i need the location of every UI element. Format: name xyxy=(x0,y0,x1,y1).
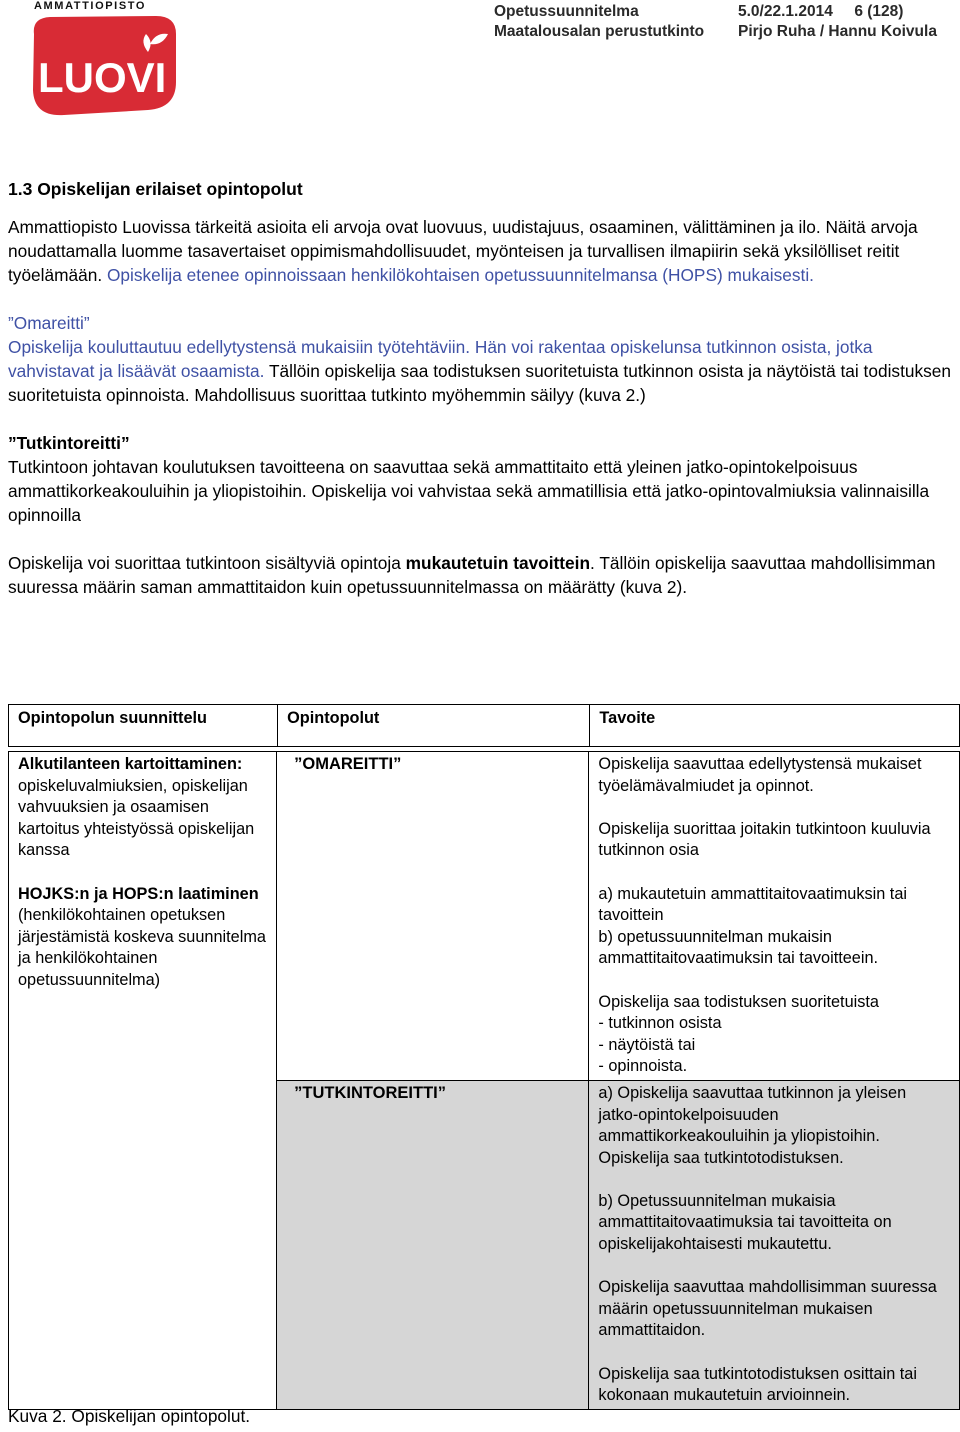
goal-item: a) mukautetuin ammattitaitovaatimuksin tai tavoittein xyxy=(598,884,907,925)
goal-item: Opiskelija saavuttaa mahdollisimman suuressa määrin opetussuunnitelman mukaisen ammattitaidon. xyxy=(598,1278,937,1340)
planning-text-1: opiskeluvalmiuksien, opiskelijan vahvuuksien ja osaamisen kartoitus yhteistyössä opiskelijan kanssa xyxy=(18,776,255,860)
goal-item: Opiskelija saa tutkintotodistuksen osittain tai kokonaan mukautetuin arvioinnein. xyxy=(598,1364,917,1405)
planning-heading-1: Alkutilanteen kartoittaminen: xyxy=(18,755,243,773)
goals-tutkintoreitti-cell xyxy=(589,1080,960,1410)
goal-item: a) Opiskelija saavuttaa tutkinnon ja yleisen jatko-opintokelpoisuuden ammattikorkeakouluihin ja yliopistoihin. Opiskelija saa tutkintotodistuksen. xyxy=(598,1083,907,1167)
goal-item: - tutkinnon osista xyxy=(598,1014,722,1033)
goal-item: Opiskelija saa todistuksen suoritetuista xyxy=(598,992,879,1011)
goals-omareitti-cell xyxy=(589,751,960,1080)
mukautettu-bold: mukautetuin tavoittein xyxy=(405,553,591,573)
tutkintoreitti-paragraph: Tutkintoon johtavan koulutuksen tavoitteena on saavuttaa sekä ammattitaito että yleinen jatko-opintokelpoisuus ammattikorkeakouluihin ja yliopistoihin. Opiskelija voi vahvistaa sekä ammatillisia että jatko-opintovalmiuksia valinnaisilla opinnoilla xyxy=(8,457,930,525)
goal-item: - näytöistä tai xyxy=(598,1035,696,1054)
logo-badge-icon xyxy=(28,12,178,118)
mukautettu-paragraph xyxy=(8,551,956,599)
logo-word: LUOVI xyxy=(38,54,167,101)
goal-item: b) opetussuunnitelman mukaisin ammattitaitovaatimuksin tai tavoitteein. xyxy=(598,927,879,968)
doc-title: Opetussuunnitelma xyxy=(494,3,639,20)
goal-item: Opiskelija suorittaa joitakin tutkintoon kuuluvia tutkinnon osia xyxy=(598,819,931,860)
planning-text-2: (henkilökohtainen opetuksen järjestämistä koskeva suunnitelma ja henkilökohtainen opetussuunnitelma) xyxy=(18,906,266,989)
intro-text: Ammattiopisto Luovissa tärkeitä asioita eli arvoja ovat luovuus, uudistajuus, osaaminen, välittäminen ja ilo. Näitä arvoja noudattamalla luomme tasavertaiset oppimismahdollisuudet, myönteisen ja turvallisen ilmapiirin sekä yksilölliset reitit työelämään. xyxy=(8,217,918,285)
luovi-logo xyxy=(28,0,178,120)
goal-item: Opiskelija saavuttaa edellytystensä mukaiset työelämävalmiudet ja opinnot. xyxy=(598,755,922,795)
header-planning: Opintopolun suunnittelu xyxy=(8,704,277,747)
study-paths-table xyxy=(8,704,960,1410)
goal-item: - opinnoista. xyxy=(598,1057,688,1076)
path-tutkintoreitti: ”TUTKINTOREITTI” xyxy=(294,1083,446,1102)
omareitti-paragraph xyxy=(8,335,956,407)
goal-item: b) Opetussuunnitelman mukaisia ammattitaitovaatimuksia tai tavoitteita on opiskelijakohtaisesti mukautettu. xyxy=(598,1191,892,1254)
planning-heading-2: HOJKS:n ja HOPS:n laatiminen xyxy=(18,884,259,903)
path-omareitti: ”OMAREITTI” xyxy=(294,755,402,773)
table-row xyxy=(8,751,960,1080)
planning-cell xyxy=(8,751,277,1410)
header-goal: Tavoite xyxy=(589,704,960,747)
path-tutkintoreitti-cell xyxy=(277,1080,589,1410)
section-body xyxy=(8,177,956,599)
doc-subtitle: Maatalousalan perustutkinto xyxy=(494,23,705,40)
path-omareitti-cell xyxy=(277,751,589,1080)
omareitti-text-2: Tällöin opiskelija saa todistuksen suoritetuista tutkinnon osista ja näytöistä tai todistuksen suoritetuista opinnoista. Mahdollisuus suorittaa tutkinto myöhemmin säilyy (kuva 2.) xyxy=(8,361,951,405)
authors: Pirjo Ruha / Hannu Koivula xyxy=(738,23,937,40)
table-header-row xyxy=(8,704,960,747)
intro-paragraph xyxy=(8,215,956,287)
omareitti-title: ”Omareitti” xyxy=(8,313,90,333)
section-heading: 1.3 Opiskelijan erilaiset opintopolut xyxy=(8,179,303,199)
version-page: 5.0/22.1.2014 6 (128) xyxy=(738,3,904,20)
tutkintoreitti-title: ”Tutkintoreitti” xyxy=(8,433,130,453)
header-doc-info xyxy=(494,2,704,42)
mukautettu-post: . Tällöin opiskelija saavuttaa mahdollisimman suuressa määrin saman ammattitaidon kuin opetussuunnitelmassa on määrätty (kuva 2). xyxy=(8,553,936,597)
header-paths: Opintopolut xyxy=(277,704,589,747)
mukautettu-pre: Opiskelija voi suorittaa tutkintoon sisältyviä opintoja xyxy=(8,553,406,573)
omareitti-text: Opiskelija kouluttautuu edellytystensä mukaisiin työtehtäviin. Hän voi rakentaa opiskelunsa tutkinnon osista, jotka vahvistavat ja lisäävät osaamista. xyxy=(8,337,873,381)
header-meta xyxy=(738,2,937,42)
figure-caption: Kuva 2. Opiskelijan opintopolut. xyxy=(8,1406,251,1426)
intro-hops-text: Opiskelija etenee opinnoissaan henkilökohtaisen opetussuunnitelmansa (HOPS) mukaisesti. xyxy=(106,265,814,285)
logo-top-text: AMMATTIOPISTO xyxy=(34,0,147,12)
